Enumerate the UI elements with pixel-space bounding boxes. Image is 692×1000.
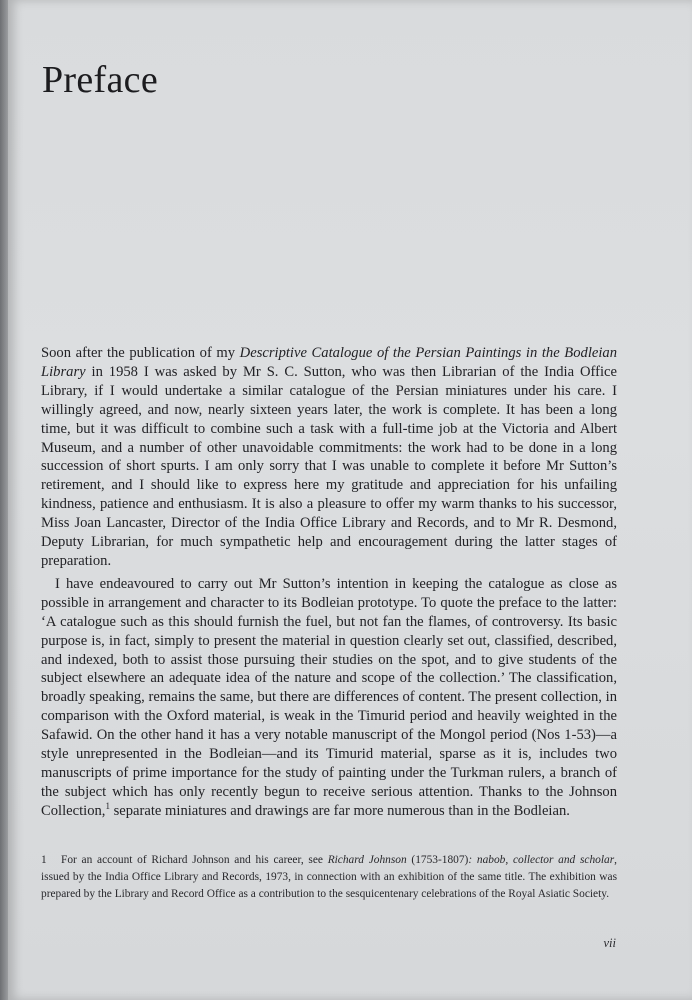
book-spine-shadow xyxy=(0,0,8,1000)
preface-body xyxy=(41,344,617,821)
text-run: For an account of Richard Johnson and his career, see xyxy=(61,854,328,866)
text-run: (1753-1807) xyxy=(406,854,469,866)
book-page xyxy=(8,0,692,1000)
text-run: Soon after the publication of my xyxy=(41,345,240,361)
text-run: separate miniatures and drawings are far more numerous than in the Bodleian. xyxy=(109,802,570,819)
book-title-italic: Descriptive Catalogue of the Persian Paintings in the Bodleian Library xyxy=(41,345,617,380)
text-run: I have endeavoured to carry out Mr Sutton’s intention in keeping the catalogue as close as possible in arrangement and character to its Bodleian prototype. To quote the preface to the latter: ‘A catalogue such as this should furnish the fuel, but not fan the flames, of controversy. Its basic purpose is, in fact, simply to present the material in question clearly set out, classified, described, and indexed, both to assist those pursuing their studies on the spot, and to give students of the subject elsewhere an adequate idea of the nature and scope of the collection.’ The classification, broadly speaking, remains the same, but there are differences of content. The present collection, in comparison with the Oxford material, is weak in the Timurid period and heavily weighted in the Safawid. On the other hand it has a very notable manuscript of the Mongol period (Nos 1-53)—a style unrepresented in the Bodleian—and its Timurid material, sparse as it is, includes two manuscripts of prime importance for the study of painting under the Turkman rulers, a branch of the subject which has only recently begun to receive serious attention. Thanks to the Johnson Collection, xyxy=(41,575,617,819)
cited-title-italic: Richard Johnson xyxy=(327,854,407,866)
text-run: in 1958 I was asked by Mr S. C. Sutton, who was then Librarian of the India Office Library, if I would undertake a similar catalogue of the Persian miniatures under his care. I willingly agreed, and now, nearly sixteen years later, the work is complete. It has been a long time, but it was difficult to combine such a task with a full-time job at the Victoria and Albert Museum, and a number of other unavoidable commitments: the work had to be done in a long succession of short spurts. I am only sorry that I was unable to complete it before Mr Sutton’s retirement, and I should like to express here my gratitude and appreciation for his unfailing kindness, patience and enthusiasm. It is also a pleasure to offer my warm thanks to his successor, Miss Joan Lancaster, Director of the India Office Library and Records, and to Mr R. Desmond, Deputy Librarian, for much sympathetic help and encouragement during the latter stages of preparation. xyxy=(41,363,617,569)
footnote-number: 1 xyxy=(41,854,47,866)
footnote-reference: 1 xyxy=(105,800,110,811)
footnote xyxy=(41,852,617,902)
footnote-text xyxy=(41,852,617,902)
text-run: , issued by the India Office Library and Records, 1973, in connection with an exhibition of the same title. The exhibition was prepared by the Library and Record Office as a contribution to the sesquicentenary celebrations of the Royal Asiatic Society. xyxy=(41,854,618,900)
cited-subtitle-italic: : nabob, collector and scholar xyxy=(468,854,615,866)
paragraph-2 xyxy=(41,575,617,821)
page-title: Preface xyxy=(42,59,159,101)
paragraph-1 xyxy=(41,344,617,571)
page-number: vii xyxy=(603,936,616,950)
